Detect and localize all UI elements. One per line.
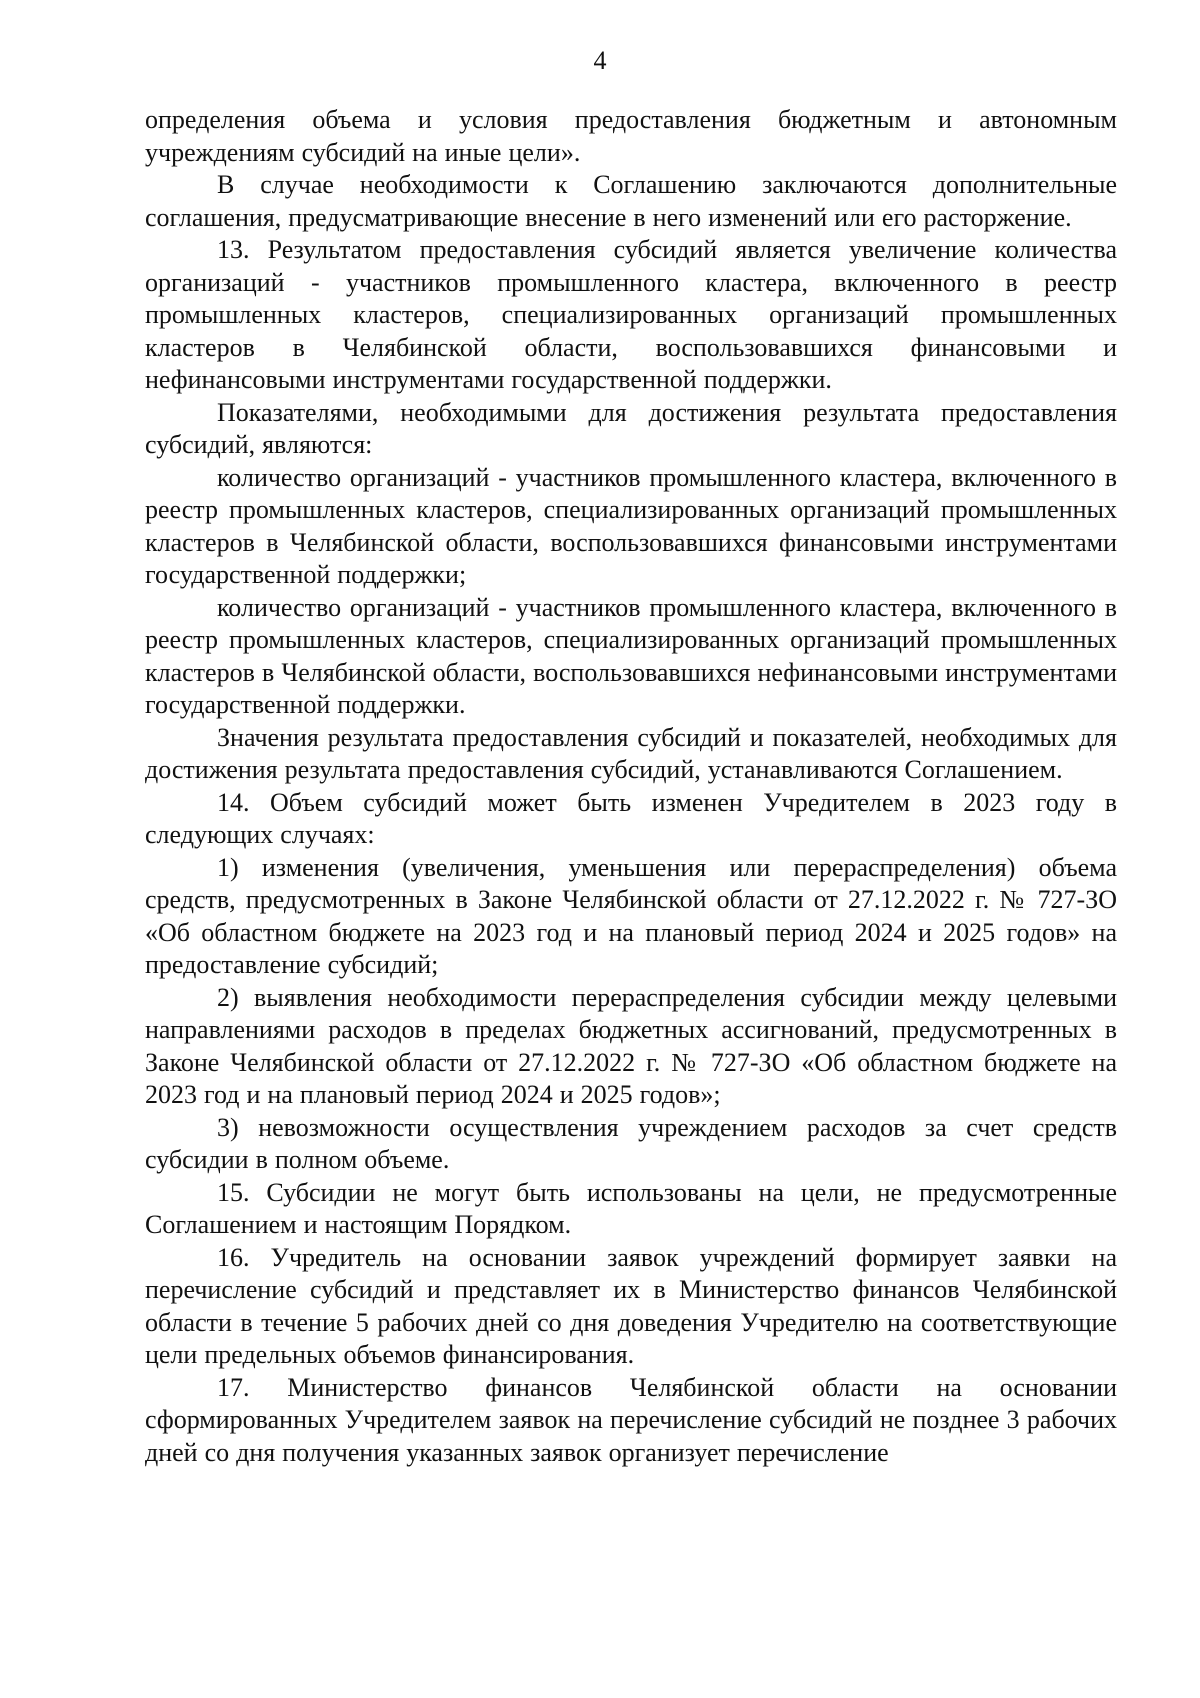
paragraph-item-14-case-3: 3) невозможности осуществления учреждением расходов за счет средств субсидии в полном объеме. — [145, 1112, 1117, 1174]
paragraph-item-14-case-1: 1) изменения (увеличения, уменьшения или перераспределения) объема средств, предусмотренных в Законе Челябинской области от 27.12.2022 г. № 727-ЗО «Об областном бюджете на 2023 год и на плановый период 2024 и 2025 годов» на предоставление субсидий; — [145, 852, 1117, 979]
paragraph-indicator-financial: количество организаций - участников промышленного кластера, включенного в реестр промышленных кластеров, специализированных организаций промышленных кластеров в Челябинской области, воспользовавшихся финансовыми инструментами государственной поддержки; — [145, 462, 1117, 589]
document-body — [145, 104, 1117, 1469]
paragraph-item-15: 15. Субсидии не могут быть использованы на цели, не предусмотренные Соглашением и настоящим Порядком. — [145, 1177, 1117, 1239]
paragraph-indicators-intro: Показателями, необходимыми для достижения результата предоставления субсидий, являются: — [145, 397, 1117, 459]
paragraph-additional-agreements: В случае необходимости к Соглашению заключаются дополнительные соглашения, предусматривающие внесение в него изменений или его расторжение. — [145, 170, 1117, 232]
paragraph-indicator-nonfinancial: количество организаций - участников промышленного кластера, включенного в реестр промышленных кластеров, специализированных организаций промышленных кластеров в Челябинской области, воспользовавшихся нефинансовыми инструментами государственной поддержки. — [145, 592, 1117, 719]
paragraph-item-17: 17. Министерство финансов Челябинской области на основании сформированных Учредителем заявок на перечисление субсидий не позднее 3 рабочих дней со дня получения указанных заявок организует перечисление — [145, 1372, 1117, 1467]
page-number: 4 — [593, 46, 607, 75]
paragraph-item-13: 13. Результатом предоставления субсидий является увеличение количества организаций - участников промышленного кластера, включенного в реестр промышленных кластеров, специализированных организаций промышленных кластеров в Челябинской области, воспользовавшихся финансовыми и нефинансовыми инструментами государственной поддержки. — [145, 235, 1117, 394]
paragraph-item-16: 16. Учредитель на основании заявок учреждений формирует заявки на перечисление субсидий и представляет их в Министерство финансов Челябинской области в течение 5 рабочих дней со дня доведения Учредителю на соответствующие цели предельных объемов финансирования. — [145, 1242, 1117, 1369]
paragraph-continuation: определения объема и условия предоставления бюджетным и автономным учреждениям субсидий на иные цели». — [145, 105, 1117, 167]
paragraph-values-agreement: Значения результата предоставления субсидий и показателей, необходимых для достижения результата предоставления субсидий, устанавливаются Соглашением. — [145, 722, 1117, 784]
paragraph-item-14-case-2: 2) выявления необходимости перераспределения субсидии между целевыми направлениями расходов в пределах бюджетных ассигнований, предусмотренных в Законе Челябинской области от 27.12.2022 г. № 727-ЗО «Об областном бюджете на 2023 год и на плановый период 2024 и 2025 годов»; — [145, 982, 1117, 1109]
paragraph-item-14: 14. Объем субсидий может быть изменен Учредителем в 2023 году в следующих случаях: — [145, 787, 1117, 849]
